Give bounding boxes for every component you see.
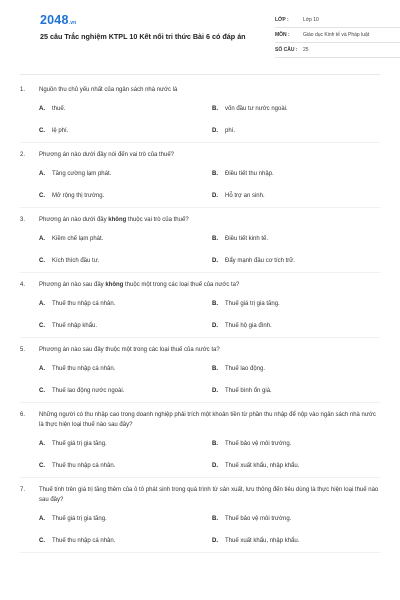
- answer-option[interactable]: [39, 440, 212, 449]
- option-letter: B.: [212, 236, 218, 242]
- answer-option[interactable]: [212, 170, 372, 179]
- option-letter: A.: [39, 516, 45, 522]
- answer-option[interactable]: [212, 300, 372, 309]
- answer-options: [20, 235, 380, 266]
- question-header: [20, 485, 380, 505]
- answer-option[interactable]: [39, 170, 212, 179]
- answer-option[interactable]: [212, 127, 372, 136]
- answer-option[interactable]: [39, 515, 212, 524]
- meta-row-count: [275, 43, 400, 58]
- meta-value: Lớp 10: [303, 17, 319, 23]
- document-header: [20, 0, 380, 72]
- question-text-part: Thuế tính trên giá trị tăng thêm của ô tô phát sinh trong quá trình từ sản xuất, lưu thông đến tiêu dùng là thực hiện loại thuế nào sau đây?: [39, 487, 379, 503]
- answer-option[interactable]: [212, 192, 372, 201]
- meta-label: LỚP :: [275, 17, 289, 23]
- option-text: Kiềm chế lạm phát.: [52, 236, 104, 242]
- meta-row-class: [275, 13, 400, 28]
- option-letter: B.: [212, 171, 218, 177]
- question-text-part: Những người có thu nhập cao trong doanh nghiệp phải trích một khoản tiền từ phần thu nhập để nộp vào ngân sách nhà nước là thực hiện loại thuế nào sau đây?: [39, 412, 376, 428]
- answer-option[interactable]: [39, 192, 212, 201]
- answer-options: [20, 170, 380, 201]
- option-text: Hỗ trợ an sinh.: [225, 193, 265, 199]
- question-number: 4.: [20, 282, 26, 288]
- option-letter: B.: [212, 516, 218, 522]
- option-letter: D.: [212, 258, 218, 264]
- answer-option[interactable]: [39, 537, 212, 546]
- question-number: 7.: [20, 487, 26, 493]
- option-text: thuế.: [52, 106, 66, 112]
- question-text-part: thuộc vai trò của thuế?: [126, 217, 189, 223]
- answer-option[interactable]: [212, 515, 372, 524]
- question-text: [39, 410, 380, 430]
- answer-options: [20, 440, 380, 471]
- option-text: Thuế giá trị gia tăng.: [225, 301, 280, 307]
- option-text: Thuế thu nhập cá nhân.: [52, 463, 116, 469]
- option-text: phí.: [225, 128, 236, 134]
- option-letter: C.: [39, 463, 45, 469]
- answer-option[interactable]: [212, 322, 372, 331]
- answer-option[interactable]: [212, 537, 372, 546]
- option-text: vốn đầu tư nước ngoài.: [225, 106, 288, 112]
- meta-value: 25: [303, 47, 309, 53]
- option-text: Tăng cường lạm phát.: [52, 171, 112, 177]
- question-text-part: Phương án nào dưới đây nói đến vai trò của thuế?: [39, 152, 174, 158]
- option-letter: C.: [39, 258, 45, 264]
- option-text: Kích thích đầu tư.: [52, 258, 100, 264]
- logo-suffix: .vn: [68, 20, 77, 26]
- question-number: 2.: [20, 152, 26, 158]
- question-text-part: Phương án nào sau đây: [39, 282, 106, 288]
- option-text: Điều tiết kinh tế.: [225, 236, 269, 242]
- answer-option[interactable]: [39, 322, 212, 331]
- meta-row-subject: [275, 28, 400, 43]
- meta-table: [275, 13, 400, 58]
- option-text: Thuế xuất khẩu, nhập khẩu.: [225, 538, 300, 544]
- answer-options: [20, 300, 380, 331]
- question-text: [39, 345, 380, 355]
- question-text: [39, 150, 380, 160]
- answer-options: [20, 515, 380, 546]
- answer-option[interactable]: [39, 365, 212, 374]
- question-item: [20, 403, 380, 478]
- meta-label: MÔN :: [275, 32, 290, 38]
- option-letter: C.: [39, 388, 45, 394]
- option-letter: D.: [212, 463, 218, 469]
- option-text: Thuế xuất khẩu, nhập khẩu.: [225, 463, 300, 469]
- site-logo[interactable]: [40, 13, 76, 27]
- question-emphasis: không: [105, 282, 124, 288]
- question-item: [20, 208, 380, 273]
- option-letter: A.: [39, 366, 45, 372]
- option-letter: B.: [212, 441, 218, 447]
- option-text: Thuế giá trị gia tăng.: [52, 516, 107, 522]
- option-letter: C.: [39, 323, 45, 329]
- question-text-part: Nguồn thu chủ yếu nhất của ngân sách nhà nước là: [39, 87, 178, 93]
- answer-option[interactable]: [212, 440, 372, 449]
- question-emphasis: không: [108, 217, 127, 223]
- meta-value: Giáo dục Kinh tế và Pháp luật: [303, 32, 370, 38]
- option-text: Điều tiết thu nhập.: [225, 171, 274, 177]
- answer-option[interactable]: [39, 387, 212, 396]
- option-text: Đẩy mạnh đầu cơ tích trữ.: [225, 258, 295, 264]
- answer-option[interactable]: [39, 105, 212, 114]
- option-text: Thuế lao động nước ngoài.: [52, 388, 125, 394]
- question-text-part: Phương án nào dưới đây: [39, 217, 109, 223]
- option-letter: D.: [212, 538, 218, 544]
- question-item: [20, 338, 380, 403]
- answer-option[interactable]: [39, 127, 212, 136]
- option-letter: C.: [39, 538, 45, 544]
- question-text: [39, 280, 380, 290]
- option-text: Thuế thu nhập cá nhân.: [52, 538, 116, 544]
- option-letter: D.: [212, 323, 218, 329]
- question-number: 1.: [20, 87, 26, 93]
- question-list: [20, 78, 380, 553]
- answer-option[interactable]: [212, 235, 372, 244]
- option-letter: A.: [39, 236, 45, 242]
- option-letter: B.: [212, 366, 218, 372]
- answer-option[interactable]: [39, 300, 212, 309]
- option-letter: A.: [39, 171, 45, 177]
- option-text: Thuế nhập khẩu.: [52, 323, 98, 329]
- option-letter: A.: [39, 106, 45, 112]
- question-text: [39, 215, 380, 225]
- answer-option[interactable]: [212, 257, 372, 266]
- option-text: Thuế giá trị gia tăng.: [52, 441, 107, 447]
- answer-options: [20, 105, 380, 136]
- option-letter: A.: [39, 441, 45, 447]
- question-item: [20, 478, 380, 553]
- answer-option[interactable]: [212, 105, 372, 114]
- answer-option[interactable]: [39, 235, 212, 244]
- option-text: Thuế thu nhập cá nhân.: [52, 366, 116, 372]
- answer-option[interactable]: [212, 387, 372, 396]
- option-letter: D.: [212, 388, 218, 394]
- option-text: Thuế hộ gia đình.: [225, 323, 272, 329]
- option-text: Mở rộng thị trường.: [52, 193, 105, 199]
- document-title: 25 câu Trắc nghiệm KTPL 10 Kết nối tri thức Bài 6 có đáp án: [40, 32, 246, 41]
- meta-label: SỐ CÂU :: [275, 47, 298, 53]
- answer-options: [20, 365, 380, 396]
- question-header: [20, 280, 380, 290]
- answer-option[interactable]: [39, 462, 212, 471]
- question-text: [39, 85, 380, 95]
- answer-option[interactable]: [39, 257, 212, 266]
- question-number: 6.: [20, 412, 26, 418]
- option-letter: C.: [39, 128, 45, 134]
- header-divider: [20, 74, 380, 75]
- option-letter: C.: [39, 193, 45, 199]
- option-text: Thuế bình ổn giá.: [225, 388, 272, 394]
- question-item: [20, 143, 380, 208]
- option-letter: D.: [212, 193, 218, 199]
- option-text: Thuế lao động.: [225, 366, 266, 372]
- question-text-part: thuộc một trong các loại thuế của nước ta?: [123, 282, 240, 288]
- option-text: Thuế bảo vệ môi trường.: [225, 516, 292, 522]
- question-text-part: Phương án nào sau đây thuộc một trong các loại thuế của nước ta?: [39, 347, 220, 353]
- option-letter: D.: [212, 128, 218, 134]
- question-text: [39, 485, 380, 505]
- answer-option[interactable]: [212, 365, 372, 374]
- option-letter: A.: [39, 301, 45, 307]
- option-text: lệ phí.: [52, 128, 69, 134]
- option-text: Thuế bảo vệ môi trường.: [225, 441, 292, 447]
- question-header: [20, 150, 380, 160]
- question-header: [20, 85, 380, 95]
- option-text: Thuế thu nhập cá nhân.: [52, 301, 116, 307]
- question-header: [20, 410, 380, 430]
- question-item: [20, 78, 380, 143]
- question-header: [20, 345, 380, 355]
- question-number: 3.: [20, 217, 26, 223]
- logo-text: 2048: [40, 13, 69, 27]
- answer-option[interactable]: [212, 462, 372, 471]
- question-item: [20, 273, 380, 338]
- question-header: [20, 215, 380, 225]
- option-letter: B.: [212, 301, 218, 307]
- option-letter: B.: [212, 106, 218, 112]
- question-number: 5.: [20, 347, 26, 353]
